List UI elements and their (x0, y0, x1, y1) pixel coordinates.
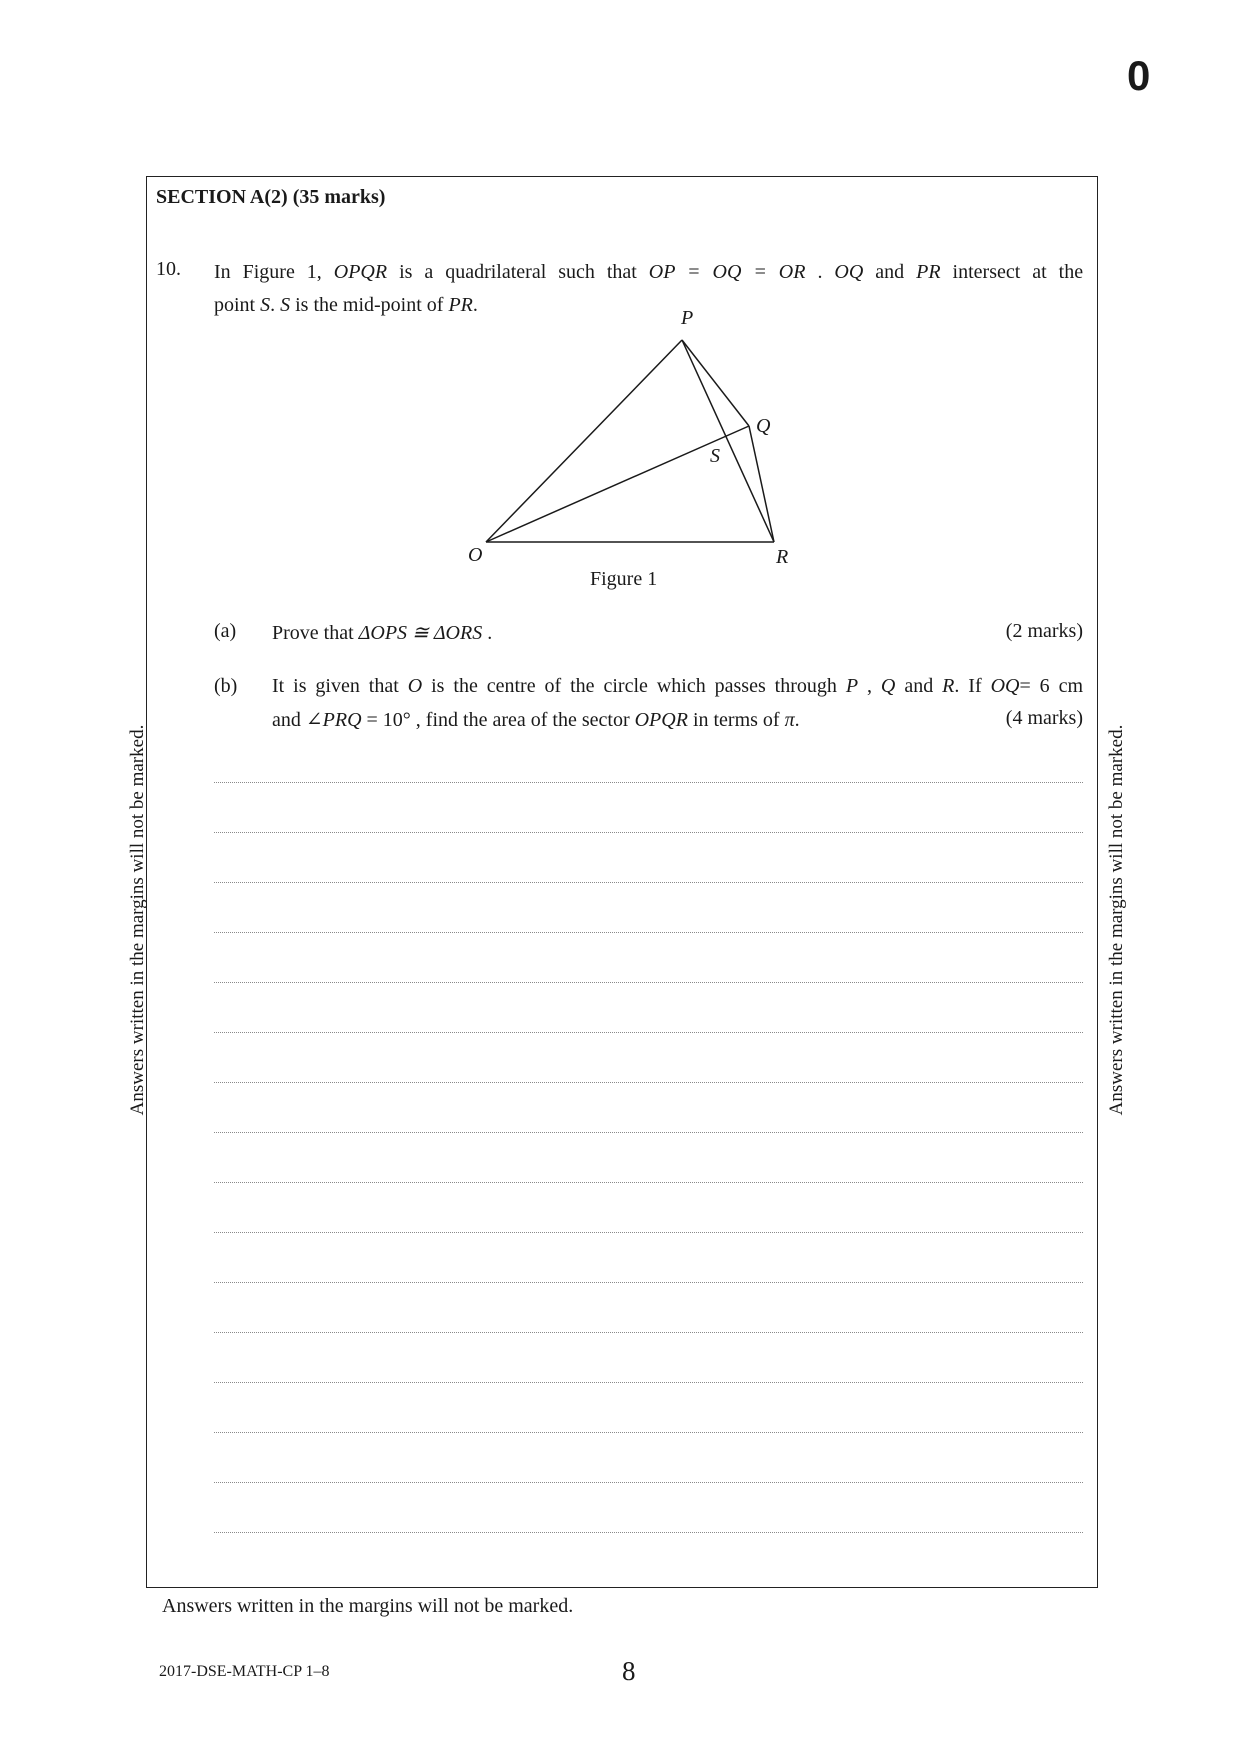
answer-line-4[interactable] (214, 932, 1083, 933)
segment-qr (749, 426, 774, 542)
answer-line-5[interactable] (214, 982, 1083, 983)
question-stem-line-1: In Figure 1, OPQR is a quadrilateral such that OP = OQ = OR . OQ and PR intersect at the (214, 261, 1084, 283)
label-r: R (776, 546, 789, 568)
part-a-marks: (2 marks) (1005, 620, 1083, 642)
segment-op (486, 340, 682, 542)
part-b-line-2: and ∠PRQ = 10° , find the area of the sector OPQR in terms of π. (272, 709, 800, 731)
figure-1-quadrilateral (446, 302, 806, 572)
right-margin-note: Answers written in the margins will not be marked. (1106, 724, 1127, 1116)
bottom-margin-note: Answers written in the margins will not be marked. (162, 1595, 574, 1617)
label-p: P (681, 307, 694, 329)
label-q: Q (756, 415, 771, 437)
label-s: S (710, 445, 720, 467)
question-stem-line-2: point S. S is the mid-point of PR. (214, 294, 478, 316)
figure-caption: Figure 1 (590, 568, 658, 590)
section-title: SECTION A(2) (35 marks) (156, 186, 386, 208)
question-number: 10. (156, 258, 181, 280)
answer-line-12[interactable] (214, 1332, 1083, 1333)
answer-line-14[interactable] (214, 1432, 1083, 1433)
answer-line-1[interactable] (214, 782, 1083, 783)
corner-mark: 0 (1127, 52, 1151, 99)
answer-line-13[interactable] (214, 1382, 1083, 1383)
answer-line-7[interactable] (214, 1082, 1083, 1083)
paper-code: 2017-DSE-MATH-CP 1–8 (159, 1663, 330, 1680)
segment-pr (682, 340, 774, 542)
answer-line-8[interactable] (214, 1132, 1083, 1133)
part-b-line-1: It is given that O is the centre of the circle which passes through P , Q and R. If OQ= 6 cm (272, 675, 1084, 697)
answer-line-15[interactable] (214, 1482, 1083, 1483)
answer-line-2[interactable] (214, 832, 1083, 833)
answer-line-3[interactable] (214, 882, 1083, 883)
part-a-text: Prove that ΔOPS ≅ ΔORS . (272, 622, 493, 644)
left-margin-note: Answers written in the margins will not be marked. (127, 724, 148, 1116)
answer-line-9[interactable] (214, 1182, 1083, 1183)
segment-oq (486, 426, 749, 542)
page-number: 8 (622, 1656, 636, 1686)
answer-line-16[interactable] (214, 1532, 1083, 1533)
part-b-label: (b) (214, 675, 238, 697)
label-o: O (468, 544, 483, 566)
answer-line-10[interactable] (214, 1232, 1083, 1233)
answer-line-6[interactable] (214, 1032, 1083, 1033)
part-a-label: (a) (214, 620, 237, 642)
part-b-marks: (4 marks) (1005, 707, 1083, 729)
answer-line-11[interactable] (214, 1282, 1083, 1283)
